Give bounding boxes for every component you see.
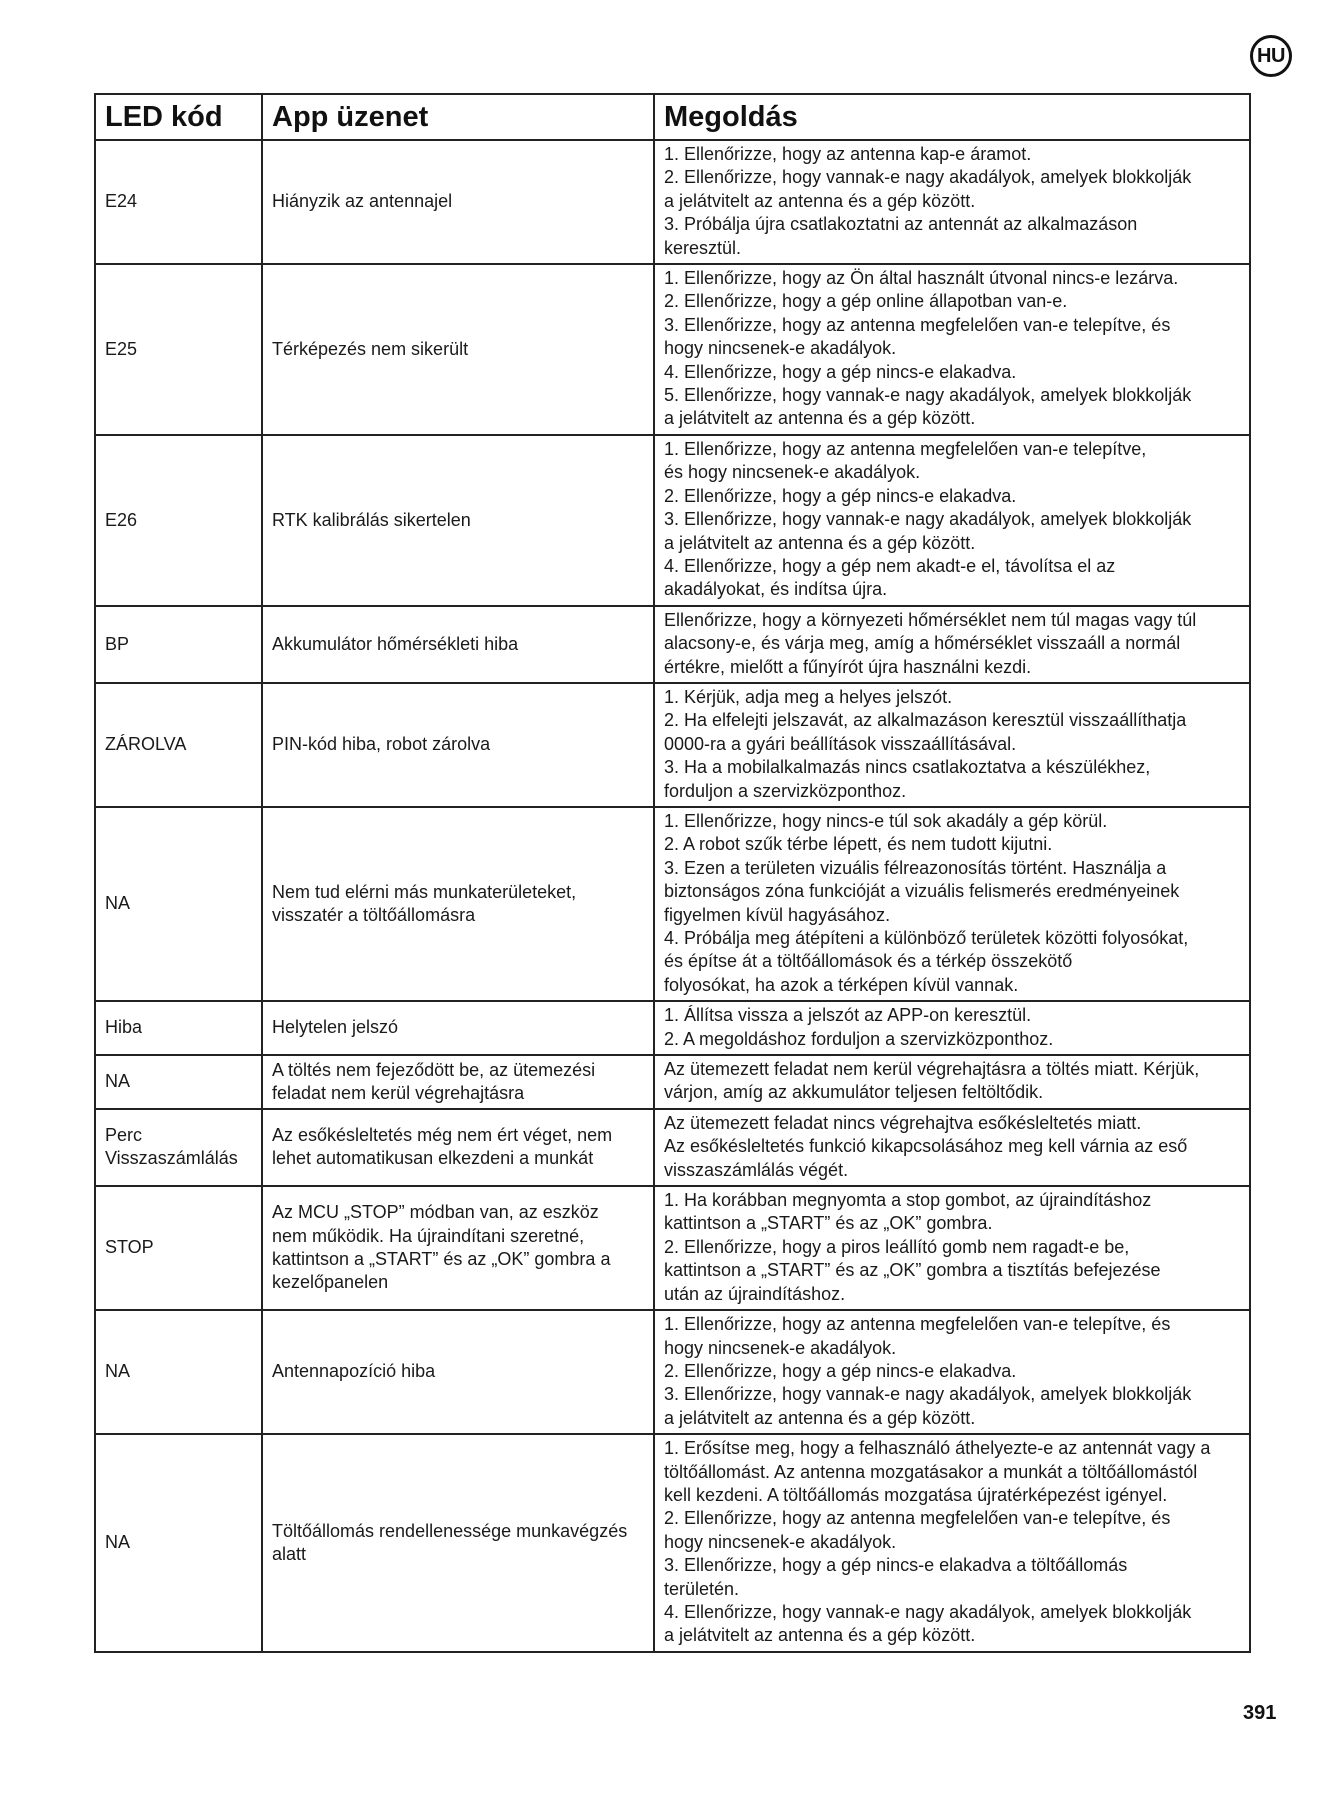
table-row (95, 1001, 1250, 1055)
led-code-cell (95, 1001, 262, 1055)
led-code-cell (95, 1109, 262, 1186)
solution-line: kattintson a „START” és az „OK” gombra. (664, 1213, 993, 1234)
table-row (95, 1109, 1250, 1186)
app-message-line: feladat nem kerül végrehajtásra (272, 1082, 525, 1103)
solution-line: 2. A megoldáshoz forduljon a szervizközponthoz. (664, 1028, 1054, 1049)
app-message-cell (262, 1055, 654, 1109)
app-message-line: lehet automatikusan elkezdeni a munkát (272, 1148, 594, 1169)
solution-line: a jelátvitelt az antenna és a gép között. (664, 1625, 976, 1646)
solution-line: 3. Ha a mobilalkalmazás nincs csatlakoztatva a készülékhez, (664, 757, 1151, 778)
solution-line: 1. Ellenőrizze, hogy az antenna megfelelően van-e telepítve, és (664, 1314, 1171, 1335)
solution-line: 2. Ellenőrizze, hogy a gép online állapotban van-e. (664, 291, 1068, 312)
solution-line: akadályokat, és indítsa újra. (664, 579, 888, 600)
app-message-line: Nem tud elérni más munkaterületeket, (272, 881, 577, 902)
solution-line: hogy nincsenek-e akadályok. (664, 338, 897, 359)
solution-line: 3. Ellenőrizze, hogy vannak-e nagy akadályok, amelyek blokkolják (664, 1384, 1192, 1405)
solution-cell (654, 140, 1250, 264)
solution-line: biztonságos zóna funkcióját a vizuális felismerés eredményeinek (664, 881, 1180, 902)
solution-cell (654, 435, 1250, 606)
led-code-line: E24 (105, 191, 138, 212)
app-message-cell (262, 1310, 654, 1434)
solution-line: 2. Ellenőrizze, hogy a gép nincs-e elakadva. (664, 1360, 1017, 1381)
solution-cell (654, 1310, 1250, 1434)
app-message-cell (262, 683, 654, 807)
solution-line: a jelátvitelt az antenna és a gép között. (664, 408, 976, 429)
solution-line: 2. A robot szűk térbe lépett, és nem tudott kijutni. (664, 834, 1053, 855)
solution-line: és hogy nincsenek-e akadályok. (664, 462, 921, 483)
language-badge: HU (1250, 35, 1292, 77)
header-solution: Megoldás (654, 94, 1250, 140)
app-message-cell (262, 1186, 654, 1310)
solution-line: 1. Ellenőrizze, hogy az antenna kap-e áramot. (664, 144, 1032, 164)
solution-line: 2. Ellenőrizze, hogy az antenna megfelelően van-e telepítve, és (664, 1508, 1171, 1529)
solution-line: 2. Ellenőrizze, hogy a gép nincs-e elakadva. (664, 485, 1017, 506)
header-led-code: LED kód (95, 94, 262, 140)
led-code-cell (95, 606, 262, 683)
solution-line: 5. Ellenőrizze, hogy vannak-e nagy akadályok, amelyek blokkolják (664, 385, 1192, 406)
table-body (95, 140, 1250, 1652)
solution-line: 4. Ellenőrizze, hogy a gép nincs-e elakadva. (664, 361, 1017, 382)
app-message-line: kattintson a „START” és az „OK” gombra a (272, 1249, 611, 1270)
solution-line: folyosókat, ha azok a térképen kívül vannak. (664, 974, 1019, 995)
led-code-line: NA (105, 1361, 131, 1382)
table-row (95, 683, 1250, 807)
solution-line: után az újraindításhoz. (664, 1283, 846, 1304)
solution-line: és építse át a töltőállomások és a térkép összekötő (664, 951, 1073, 972)
solution-cell (654, 1109, 1250, 1186)
solution-line: a jelátvitelt az antenna és a gép között. (664, 532, 976, 553)
solution-line: hogy nincsenek-e akadályok. (664, 1337, 897, 1358)
solution-line: 3. Ezen a területen vizuális félreazonosítás történt. Használja a (664, 857, 1167, 878)
solution-line: forduljon a szervizközponthoz. (664, 780, 907, 801)
led-code-line: NA (105, 893, 131, 914)
solution-line: értékre, mielőtt a fűnyírót újra használni kezdi. (664, 656, 1032, 677)
app-message-line: visszatér a töltőállomásra (272, 905, 476, 926)
led-code-line: NA (105, 1071, 131, 1092)
led-code-cell (95, 683, 262, 807)
solution-cell (654, 807, 1250, 1001)
solution-line: Az ütemezett feladat nem kerül végrehajtásra a töltés miatt. Kérjük, (664, 1059, 1200, 1080)
solution-line: 3. Ellenőrizze, hogy a gép nincs-e elakadva a töltőállomás (664, 1555, 1128, 1576)
app-message-cell (262, 606, 654, 683)
app-message-line: A töltés nem fejeződött be, az ütemezési (272, 1059, 596, 1080)
solution-line: 3. Ellenőrizze, hogy az antenna megfelelően van-e telepítve, és (664, 314, 1171, 335)
led-code-line: STOP (105, 1237, 154, 1258)
table-row (95, 140, 1250, 264)
solution-line: 1. Erősítse meg, hogy a felhasználó áthelyezte-e az antennát vagy a (664, 1438, 1211, 1459)
app-message-cell (262, 1109, 654, 1186)
app-message-line: Térképezés nem sikerült (272, 338, 469, 359)
table-row (95, 1434, 1250, 1652)
led-code-cell (95, 1434, 262, 1652)
solution-line: 3. Ellenőrizze, hogy vannak-e nagy akadályok, amelyek blokkolják (664, 509, 1192, 530)
app-message-line: Antennapozíció hiba (272, 1361, 436, 1382)
solution-line: a jelátvitelt az antenna és a gép között. (664, 1407, 976, 1428)
app-message-line: alatt (272, 1543, 307, 1564)
solution-line: visszaszámlálás végét. (664, 1159, 849, 1180)
app-message-line: Az esőkésleltetés még nem ért véget, nem (272, 1125, 613, 1146)
solution-line: 1. Ellenőrizze, hogy az Ön által használt útvonal nincs-e lezárva. (664, 268, 1179, 289)
app-message-line: kezelőpanelen (272, 1272, 389, 1293)
solution-line: figyelmen kívül hagyásához. (664, 904, 891, 925)
solution-line: területén. (664, 1578, 740, 1599)
solution-line: alacsony-e, és várja meg, amíg a hőmérséklet visszaáll a normál (664, 633, 1181, 654)
led-code-cell (95, 1055, 262, 1109)
table-row (95, 1055, 1250, 1109)
solution-cell (654, 264, 1250, 435)
led-code-cell (95, 807, 262, 1001)
solution-line: 2. Ellenőrizze, hogy a piros leállító gomb nem ragadt-e be, (664, 1236, 1130, 1257)
app-message-cell (262, 1001, 654, 1055)
header-app-message: App üzenet (262, 94, 654, 140)
led-code-line: ZÁROLVA (105, 734, 187, 755)
app-message-line: RTK kalibrálás sikertelen (272, 509, 471, 530)
solution-line: keresztül. (664, 237, 742, 258)
app-message-line: Helytelen jelszó (272, 1017, 399, 1038)
solution-line: várjon, amíg az akkumulátor teljesen feltöltődik. (664, 1082, 1044, 1103)
led-code-line: Hiba (105, 1017, 143, 1038)
led-code-line: BP (105, 633, 130, 654)
solution-line: 1. Ha korábban megnyomta a stop gombot, az újraindításhoz (664, 1190, 1152, 1211)
app-message-cell (262, 807, 654, 1001)
led-code-cell (95, 435, 262, 606)
page-number: 391 (1243, 1702, 1277, 1724)
table-row (95, 435, 1250, 606)
solution-line: 0000-ra a gyári beállítások visszaállításával. (664, 733, 1017, 754)
solution-line: 4. Próbálja meg átépíteni a különböző területek közötti folyosókat, (664, 928, 1189, 948)
led-code-line: E25 (105, 338, 138, 359)
solution-line: 1. Kérjük, adja meg a helyes jelszót. (664, 686, 953, 707)
table-row (95, 807, 1250, 1001)
solution-cell (654, 1001, 1250, 1055)
led-code-cell (95, 1310, 262, 1434)
solution-line: kell kezdeni. A töltőállomás mozgatása újratérképezést igényel. (664, 1484, 1168, 1505)
led-code-line: Visszaszámlálás (105, 1148, 238, 1169)
app-message-line: Töltőállomás rendellenessége munkavégzés (272, 1520, 628, 1541)
led-code-cell (95, 264, 262, 435)
table-row (95, 606, 1250, 683)
solution-line: Az ütemezett feladat nincs végrehajtva esőkésleltetés miatt. (664, 1112, 1142, 1133)
led-code-cell (95, 1186, 262, 1310)
solution-line: töltőállomást. Az antenna mozgatásakor a munkát a töltőállomástól (664, 1461, 1198, 1482)
led-code-line: NA (105, 1532, 131, 1553)
app-message-cell (262, 140, 654, 264)
solution-cell (654, 1186, 1250, 1310)
led-code-line: E26 (105, 509, 138, 530)
table-row (95, 1186, 1250, 1310)
solution-cell (654, 1055, 1250, 1109)
table-row (95, 264, 1250, 435)
app-message-cell (262, 1434, 654, 1652)
solution-line: 1. Ellenőrizze, hogy az antenna megfelelően van-e telepítve, (664, 438, 1147, 459)
solution-line: 1. Ellenőrizze, hogy nincs-e túl sok akadály a gép körül. (664, 810, 1108, 831)
solution-line: hogy nincsenek-e akadályok. (664, 1531, 897, 1552)
solution-line: 2. Ellenőrizze, hogy vannak-e nagy akadályok, amelyek blokkolják (664, 167, 1192, 188)
app-message-line: Hiányzik az antennajel (272, 191, 453, 212)
solution-cell (654, 606, 1250, 683)
solution-line: 3. Próbálja újra csatlakoztatni az antennát az alkalmazáson (664, 214, 1138, 235)
solution-cell (654, 1434, 1250, 1652)
app-message-line: Akkumulátor hőmérsékleti hiba (272, 633, 519, 654)
solution-line: Az esőkésleltetés funkció kikapcsolásához meg kell várnia az eső (664, 1136, 1188, 1157)
solution-line: kattintson a „START” és az „OK” gombra a tisztítás befejezése (664, 1260, 1161, 1281)
app-message-line: nem működik. Ha újraindítani szeretné, (272, 1225, 585, 1246)
app-message-cell (262, 435, 654, 606)
solution-cell (654, 683, 1250, 807)
solution-line: 4. Ellenőrizze, hogy a gép nem akadt-e el, távolítsa el az (664, 555, 1116, 576)
app-message-line: PIN-kód hiba, robot zárolva (272, 734, 491, 755)
solution-line: 4. Ellenőrizze, hogy vannak-e nagy akadályok, amelyek blokkolják (664, 1601, 1192, 1622)
led-code-line: Perc (105, 1125, 143, 1146)
solution-line: Ellenőrizze, hogy a környezeti hőmérséklet nem túl magas vagy túl (664, 609, 1197, 630)
app-message-cell (262, 264, 654, 435)
solution-line: 2. Ha elfelejti jelszavát, az alkalmazáson keresztül visszaállíthatja (664, 710, 1187, 731)
app-message-line: Az MCU „STOP” módban van, az eszköz (272, 1202, 599, 1223)
solution-line: 1. Állítsa vissza a jelszót az APP-on keresztül. (664, 1005, 1032, 1026)
led-code-cell (95, 140, 262, 264)
table-row (95, 1310, 1250, 1434)
error-code-table (94, 93, 1251, 1653)
solution-line: a jelátvitelt az antenna és a gép között. (664, 190, 976, 211)
table-header-row (95, 94, 1250, 140)
